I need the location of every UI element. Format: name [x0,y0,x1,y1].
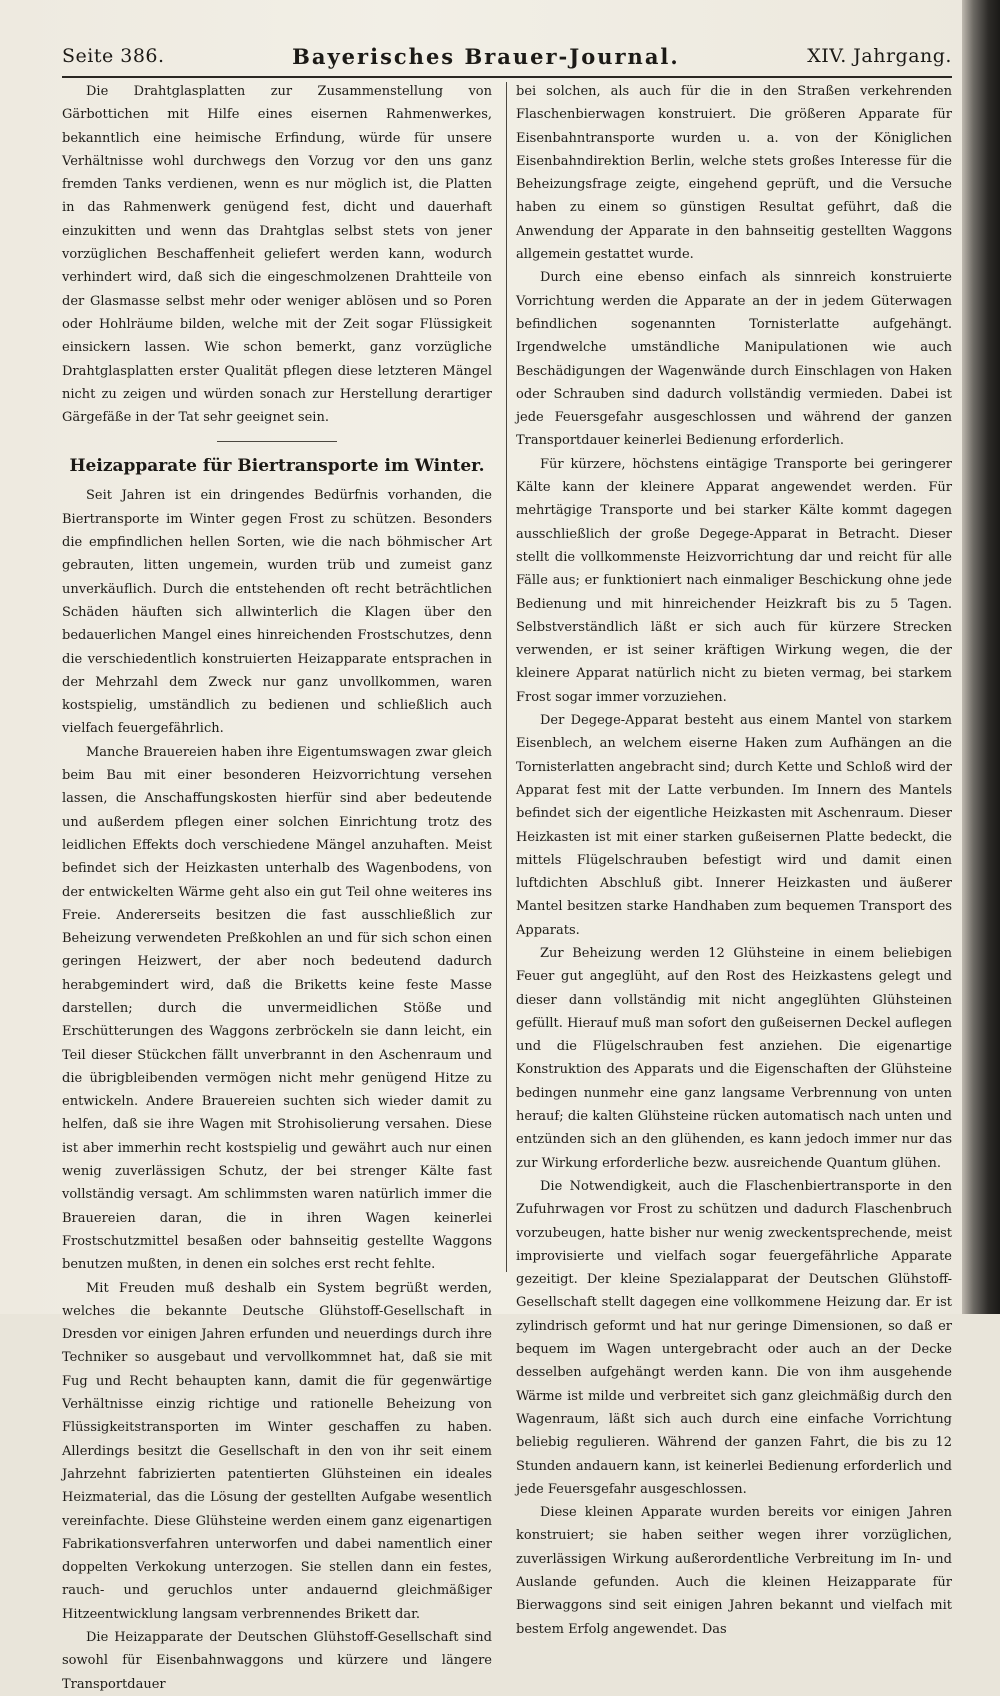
article-paragraph: Seit Jahren ist ein dringendes Bedürfnis vorhanden, die Biertransporte im Winter gegen Frost zu schützen. Besonders die empfindlichen hellen Sorten, wie die nach böhmischer Art gebrauten, litten ungemein, wurden trüb und zumeist ganz unverkäuflich. Durch die entstehenden oft recht beträchtlichen Schäden häuften sich allwinterlich die Klagen über den bedauerlichen Mangel eines hinreichenden Frostschutzes, denn die verschiedentlich konstruierten Heizapparate entsprachen in der Mehrzahl dem Zweck nur ganz unvollkommen, waren kostspielig, umständlich zu bedienen und schließlich auch vielfach feuergefährlich. [62,488,492,737]
page-number: Seite 386. [62,45,165,67]
header-rule [62,76,952,78]
article-paragraph: Der Degege-Apparat besteht aus einem Mantel von starkem Eisenblech, an welchem eiserne Haken zum Aufhängen an die Tornisterlatten angebracht sind; durch Kette und Schloß wird der Apparat fest mit der Latte verbunden. Im Innern des Mantels befindet sich der eigentliche Heizkasten mit Aschenraum. Dieser Heizkasten ist mit einer starken gußeisernen Platte bedeckt, die mittels Flügelschrauben befestigt wird und damit einen luftdichten Abschluß gibt. Innerer Heizkasten und äußerer Mantel besitzen starke Handhaben zum bequemen Transport des Apparats. [516,713,952,938]
journal-title: Bayerisches Brauer-Journal. [292,43,680,69]
section-heading: Heizapparate für Biertransporte im Winter. [69,456,485,477]
intro-paragraph: Die Drahtglasplatten zur Zusammenstellung von Gärbottichen mit Hilfe eines eisernen Rahmenwerkes, bekanntlich eine heimische Erfindung, würde für unsere Verhältnisse wohl durchwegs den Vorzug vor den uns ganz fremden Tanks verdienen, wenn es nur möglich ist, die Platten in das Rahmenwerk genügend fest, dicht und dauerhaft einzukitten und wenn das Drahtglas selbst stets von jener vorzüglichen Beschaffenheit geliefert werden kann, wodurch verhindert wird, daß sich die eingeschmolzenen Drahtteile von der Glasmasse selbst mehr oder weniger ablösen und so Poren oder Hohlräume bilden, welche mit der Zeit sogar Flüssigkeit einsickern lassen. Wie schon bemerkt, ganz vorzügliche Drahtglasplatten erster Qualität pflegen diese letzteren Mängel nicht zu zeigen und würden sonach zur Herstellung derartiger Gärgefäße in der Tat sehr geeignet sein. [62,84,492,426]
article-paragraph: Mit Freuden muß deshalb ein System begrüßt werden, welches die bekannte Deutsche Glühstoff-Gesellschaft in Dresden vor einigen Jahren erfunden und neuerdings durch ihre Techniker so ausgebaut und vervollkommnet hat, daß sie mit Fug und Recht behaupten kann, damit die für gegenwärtige Verhältnisse einzig richtige und rationelle Beheizung von Flüssigkeitstransporten im Winter geschaffen zu haben. Allerdings besitzt die Gesellschaft in den von ihr seit einem Jahrzehnt fabrizierten patentierten Glühsteinen ein ideales Heizmaterial, das die Lösung der gestellten Aufgabe wesentlich vereinfachte. Diese Glühsteine werden einem ganz eigenartigen Fabrikationsverfahren unterworfen und dabei namentlich einer doppelten Verkokung unterzogen. Sie stellen dann ein festes, rauch- und geruchlos unter andauernd gleichmäßiger Hitzeentwicklung langsam verbrennendes Brikett dar. [62,1280,492,1622]
column-divider [506,82,507,1272]
left-column [62,80,492,1696]
article-paragraph: Die Heizapparate der Deutschen Glühstoff-Gesellschaft sind sowohl für Eisenbahnwaggons und kürzere und längere Transportdauer [62,1630,492,1692]
article-paragraph: Die Notwendigkeit, auch die Flaschenbiertransporte in den Zufuhrwagen vor Frost zu schützen und dadurch Flaschenbruch vorzubeugen, hatte bisher nur wenig zweckentsprechende, meist improvisierte und vielfach sogar feuergefährliche Apparate gezeitigt. Der kleine Spezialapparat der Deutschen Glühstoff-Gesellschaft stellt dagegen eine vollkommene Heizung dar. Er ist zylindrisch geformt und hat nur geringe Dimensionen, so daß er bequem im Wagen untergebracht oder auch an der Decke desselben aufgehängt werden kann. Die von ihm ausgehende Wärme ist milde und verbreitet sich ganz gleichmäßig durch den Wagenraum, läßt sich auch durch eine einfache Vorrichtung beliebig regulieren. Während der ganzen Fahrt, die bis zu 12 Stunden andauern kann, ist keinerlei Bedienung erforderlich und jede Feuersgefahr ausgeschlossen. [516,1178,952,1497]
article-paragraph: Diese kleinen Apparate wurden bereits vor einigen Jahren konstruiert; sie haben seither wegen ihrer vorzüglichen, zuverlässigen Wirkung außerordentliche Verbreitung im In- und Auslande gefunden. Auch die kleinen Heizapparate für Bierwaggons sind seit einigen Jahren bekannt und vielfach mit bestem Erfolg angewendet. Das [516,1505,952,1637]
article-paragraph: Für kürzere, höchstens eintägige Transporte bei geringerer Kälte kann der kleinere Apparat angewendet werden. Für mehrtägige Transporte und bei starker Kälte kommt dagegen ausschließlich der große Degege-Apparat in Betracht. Dieser stellt die vollkommenste Heizvorrichtung dar und reicht für alle Fälle aus; er funktioniert nach einmaliger Beschickung ohne jede Bedienung und mit hinreichender Heizkraft bis zu 5 Tagen. Selbstverständlich läßt er sich auch für kürzere Strecken verwenden, er ist seiner kräftigen Wirkung wegen, die der kleinere Apparat natürlich nicht zu bieten vermag, bei starkem Frost sogar immer vorzuziehen. [516,456,952,705]
right-column [516,80,952,1641]
scan-edge-shadow [962,0,1000,1314]
article-paragraph: Zur Beheizung werden 12 Glühsteine in einem beliebigen Feuer gut angeglüht, auf den Rost des Heizkastens gelegt und dieser dann vollständig mit nicht angeglühten Glühsteinen gefüllt. Hierauf muß man sofort den gußeisernen Deckel auflegen und die Flügelschrauben fest anziehen. Die eigenartige Konstruktion des Apparats und die Eigenschaften der Glühsteine bedingen nunmehr eine ganz langsame Verbrennung von unten herauf; die kalten Glühsteine rücken automatisch nach unten und entzünden sich an den glühenden, es kann jedoch immer nur das zur Wirkung erforderliche bezw. ausreichende Quantum glühen. [516,945,952,1171]
article-paragraph: bei solchen, als auch für die in den Straßen verkehrenden Flaschenbierwagen konstruiert. Die größeren Apparate für Eisenbahntransporte wurden u. a. von der Königlichen Eisenbahndirektion Berlin, welche stets großes Interesse für die Beheizungsfrage zeigte, eingehend geprüft, und die Versuche haben zu einem so günstigen Resultat geführt, daß die Anwendung der Apparate in den bahnseitig gestellten Waggons allgemein gestattet wurde. [516,84,952,263]
section-separator [217,441,337,442]
volume-year: XIV. Jahrgang. [807,45,952,67]
article-paragraph: Manche Brauereien haben ihre Eigentumswagen zwar gleich beim Bau mit einer besonderen Heizvorrichtung versehen lassen, die Anschaffungskosten hierfür sind aber bedeutende und außerdem pflegen einer solchen Einrichtung trotz des leidlichen Effekts doch verschiedene Mängel anzuhaften. Meist befindet sich der Heizkasten unterhalb des Wagenbodens, von der entwickelten Wärme geht also ein gut Teil ohne weiteres ins Freie. Andererseits besitzen die fast ausschließlich zur Beheizung verwendeten Preßkohlen an und für sich schon einen geringen Heizwert, der aber noch bedeutend dadurch herabgemindert wird, daß die Briketts keine feste Masse darstellen; durch die unvermeidlichen Stöße und Erschütterungen des Waggons zerbröckeln sie dann leicht, ein Teil dieser Stückchen fällt unverbrannt in den Aschenraum und die übrigbleibenden vermögen nicht mehr genügend Hitze zu entwickeln. Andere Brauereien suchten sich wieder damit zu helfen, daß sie ihre Wagen mit Strohisolierung versahen. Diese ist aber immerhin recht kostspielig und gewährt auch nur einen wenig zuverlässigen Schutz, der bei strenger Kälte fast vollständig versagt. Am schlimmsten waren natürlich immer die Brauereien daran, die in ihren Wagen keinerlei Frostschutzmittel besaßen oder bahnseitig gestellte Waggons benutzen mußten, in denen ein solches erst recht fehlte. [62,744,492,1273]
article-paragraph: Durch eine ebenso einfach als sinnreich konstruierte Vorrichtung werden die Apparate an der in jedem Güterwagen befindlichen sogenannten Tornisterlatte aufgehängt. Irgendwelche umständliche Manipulationen wie auch Beschädigungen der Wagenwände durch Einschlagen von Haken oder Schrauben sind dadurch vollständig vermieden. Dabei ist jede Feuersgefahr ausgeschlossen und während der ganzen Transportdauer keinerlei Bedienung erforderlich. [516,270,952,449]
page-header [62,38,952,74]
